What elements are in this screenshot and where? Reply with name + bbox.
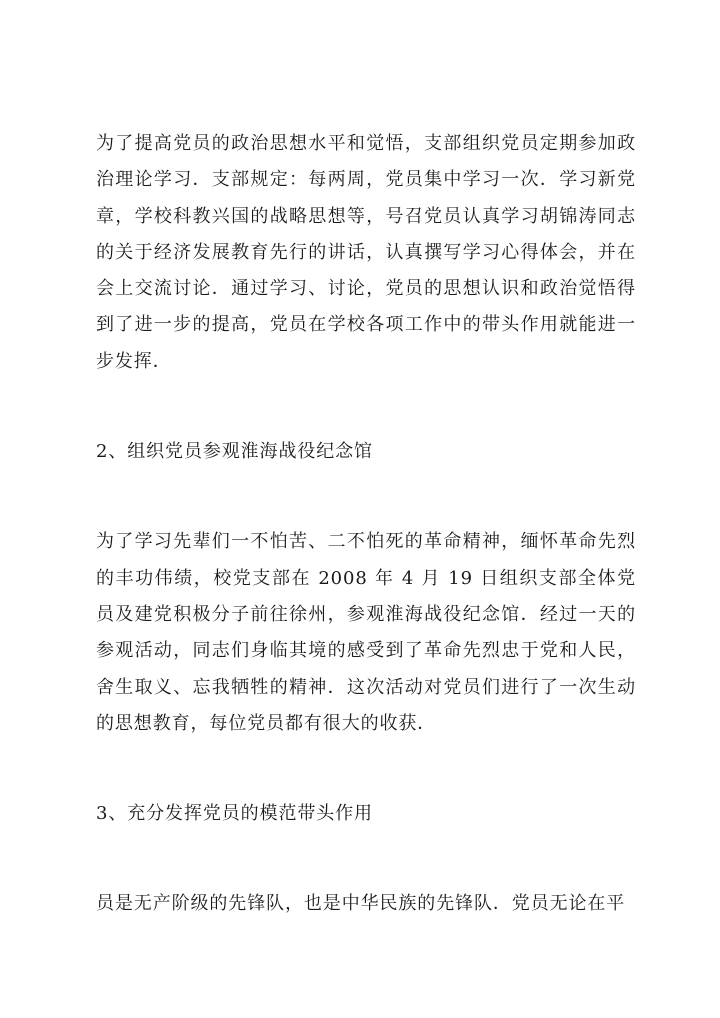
section-heading-3: 3、充分发挥党员的模范带头作用	[96, 803, 373, 825]
paragraph-gap	[96, 470, 636, 524]
paragraph-gap	[96, 380, 636, 434]
paragraph-gap	[96, 742, 636, 796]
document-body	[96, 126, 636, 923]
paragraph-vanguard: 员是无产阶级的先锋队，也是中华民族的先锋队．党员无论在平	[96, 893, 626, 915]
paragraph-political-study: 为了提高党员的政治思想水平和觉悟，支部组织党员定期参加政治理论学习．支部规定：每两周，党员集中学习一次．学习新党章，学校科教兴国的战略思想等，号召党员认真学习胡锦涛同志的关于经济发展教育先行的讲话，认真撰写学习心得体会，并在会上交流讨论．通过学习、讨论，党员的思想认识和政治觉悟得到了进一步的提高，党员在学校各项工作中的带头作用就能进一步发挥．	[96, 133, 636, 372]
paragraph-memorial-visit: 为了学习先辈们一不怕苦、二不怕死的革命精神，缅怀革命先烈的丰功伟绩，校党支部在 2008 年 4 月 19 日组织支部全体党员及建党积极分子前往徐州，参观淮海战役纪念馆．经过一天的参观活动，同志们身临其境的感受到了革命先烈忠于党和人民，舍生取义、忘我牺牲的精神．这次活动对党员们进行了一次生动的思想教育，每位党员都有很大的收获．	[96, 531, 636, 734]
paragraph-gap	[96, 832, 636, 886]
section-heading-2: 2、组织党员参观淮海战役纪念馆	[96, 441, 373, 463]
